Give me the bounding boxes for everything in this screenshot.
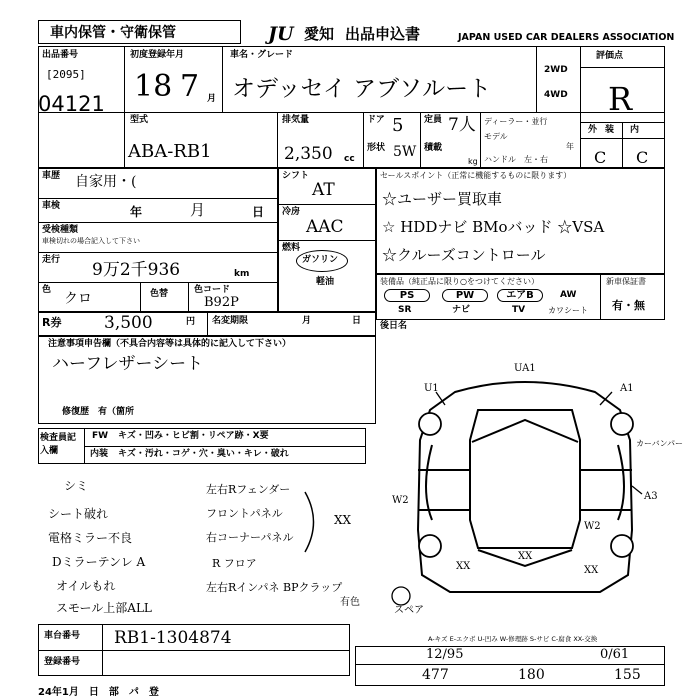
capacity: 7人 [448,115,476,135]
tax-amount: 3,500 [104,313,153,333]
exterior-label: 外 [588,125,598,135]
equip-navi: ナビ [452,305,471,315]
note-spare: スペア [394,605,424,616]
dim-height: 155 [614,667,641,683]
car-name-label: 車名・グレード [230,50,294,60]
mileage: 9万2千936 [92,260,181,280]
fuel: ガソリン [302,255,339,265]
load-label: 積載 [424,143,443,153]
doors-label: ドア [367,115,385,125]
equip-sr: SR [398,305,412,315]
diagram-u1: U1 [424,383,439,394]
sales-point-3: ☆クルーズコントロール [382,246,546,264]
dim-width: 180 [518,667,545,683]
sales-points-label: セールスポイント（正常に機能するものに限ります） [380,171,572,180]
reg-month-unit: 月 [207,94,217,104]
reg-number-label: 登録番号 [44,657,81,667]
reg-year-label: 初度登録年月 [130,50,185,60]
diagram-a3: A3 [644,491,658,502]
rename-month: 月 [302,316,312,326]
inspect-day: 日 [252,205,265,219]
equip-tv: TV [512,305,526,315]
doors: 5 [392,115,404,136]
footer-fragment: 24年1月 日 部 パ 登 [38,687,159,698]
warranty-yes-no: 有・無 [612,299,645,312]
drive-4wd: 4WD [544,90,568,100]
color-code: B92P [204,295,239,310]
defect-right-2: フロントパネル [206,507,283,520]
defect-left-5: オイルもれ [56,579,116,593]
tax-label: R券 [42,316,62,329]
inspect-value: 月 [190,201,206,219]
reg-month: 7 [180,69,200,104]
reg-year: 18 [134,69,173,104]
form-title: 出品申込書 [345,25,421,43]
diagram-xx-br: XX [584,565,599,576]
diagram-xx-bl: XX [456,561,471,572]
color-label: 色 [42,285,52,295]
diagram-xx-center: XX [518,551,533,562]
defect-left-4: Dミラーテンレ A [52,555,146,569]
later-name-label: 後日名 [380,321,408,331]
fw-label: FW [92,431,109,441]
chassis-number: RB1-1304874 [114,628,232,648]
handle-label: ハンドル 左・右 [484,155,548,164]
grade-value: R [608,80,633,118]
lot-number-label: 出品番号 [42,50,79,60]
color-code-label: 色コード [194,285,231,295]
inspect-label: 車検 [42,201,61,211]
equip-aw: AW [560,290,577,300]
year-suffix: 年 [566,142,574,151]
diagram-legend: A-キズ E-エクボ U-凹み W-修理跡 S-サビ C-腐食 XX-交換 [428,635,598,643]
yen-unit: 円 [186,317,196,327]
interior-check-label: 内装 [90,449,109,459]
defect-left-6: スモール上部ALL [56,601,152,615]
defect-xx-mark: XX [334,513,352,527]
drive-2wd: 2WD [544,65,568,75]
ac: AAC [306,217,344,237]
dim-length: 477 [422,667,449,683]
equip-pw: PW [442,289,488,302]
shape: 5W [393,144,417,160]
dealer-label: ディーラー・並行 [484,117,548,126]
defect-left-1: シミ [64,479,89,493]
defect-left-2: シート破れ [48,507,109,521]
notes-label: 注意事項申告欄（不具合内容等は具体的に記入して下さい） [48,339,292,349]
dim-date: 12/95 [426,647,464,662]
receipt-note: 車検切れの場合記入して下さい [42,237,140,245]
model: ABA-RB1 [128,141,212,162]
exterior-grade: C [594,148,607,167]
diagram-ua1: UA1 [514,363,536,374]
sales-point-2: ☆ HDDナビ BMoバッド ☆VSA [382,218,605,236]
shape-label: 形状 [367,143,386,153]
kg-unit: kg [468,157,478,166]
km-unit: km [234,269,250,279]
note-rust: 有色 [340,597,360,608]
ju-logo: JU [268,23,294,45]
equip-ps: PS [384,289,430,302]
rename-day: 日 [352,316,362,326]
diagram-a1: A1 [620,383,634,394]
equip-airbag: エアB [497,289,543,302]
history-value: 自家用・( [75,174,137,190]
fw-items: キズ・凹み・ヒビ割・リペア跡・X要 [118,431,269,441]
model-year-label: モデル [484,132,508,141]
car-name: オデッセイ アブソルート [232,76,492,102]
equip-seat: カワシート [548,306,588,315]
shift-label: シフト [282,171,310,181]
diagram-w2-left: W2 [392,495,409,506]
history-label: 車歴 [42,171,61,181]
warranty-label: 新車保証書 [606,277,646,286]
defect-right-5: 左右Rインパネ BPクラップ [206,581,343,594]
color-change-label: 色替 [150,289,169,299]
inspector-label: 検査員記入欄 [40,433,77,456]
mileage-label: 走行 [42,255,61,265]
association-name: JAPAN USED CAR DEALERS ASSOCIATION [458,32,675,43]
storage-tag: 車内保管・守衛保管 [50,25,176,41]
org-name: 愛知 [304,25,335,43]
defect-right-1: 左右Rフェンダー [206,483,291,496]
interior-grade: C [636,148,649,167]
sales-point-1: ☆ユーザー買取車 [382,190,503,208]
fuel-label: 燃料 [282,243,301,253]
shift: AT [312,180,335,200]
inspect-year: 年 [130,205,143,219]
interior-label: 内 [630,125,640,135]
ac-label: 冷房 [282,207,301,217]
lot-number: 04121 [38,92,105,116]
repair-history-label: 修復歴 有（箇所 [62,407,135,417]
defect-right-3: 右コーナーパネル [206,531,294,544]
diagram-bumper-note: カーバンパー [636,439,684,448]
chassis-label: 車台番号 [44,631,81,641]
notes-text: ハーフレザーシート [52,354,204,374]
rename-label: 名変期限 [212,316,249,326]
cc-unit: cc [344,154,355,164]
displacement: 2,350 [284,144,333,164]
equipment-label: 装備品（純正品に限り○をつけてください） [380,277,539,286]
diagram-w2-right: W2 [584,521,601,532]
intext-label: 装 [605,125,615,135]
lot-bracket-number: [2095] [46,68,86,81]
defect-right-4: R フロア [212,557,257,570]
grade-label: 評価点 [596,51,624,61]
capacity-label: 定員 [424,115,443,125]
fuel-alt: 軽油 [316,277,335,287]
dim-sub: 0/61 [600,647,630,662]
receipt-label: 受検種類 [42,225,79,235]
interior-items: キズ・汚れ・コゲ・穴・臭い・キレ・破れ [118,449,289,459]
model-label: 型式 [130,115,149,125]
color: クロ [64,291,92,307]
defect-left-3: 電格ミラー不良 [48,531,133,545]
displacement-label: 排気量 [282,115,310,125]
